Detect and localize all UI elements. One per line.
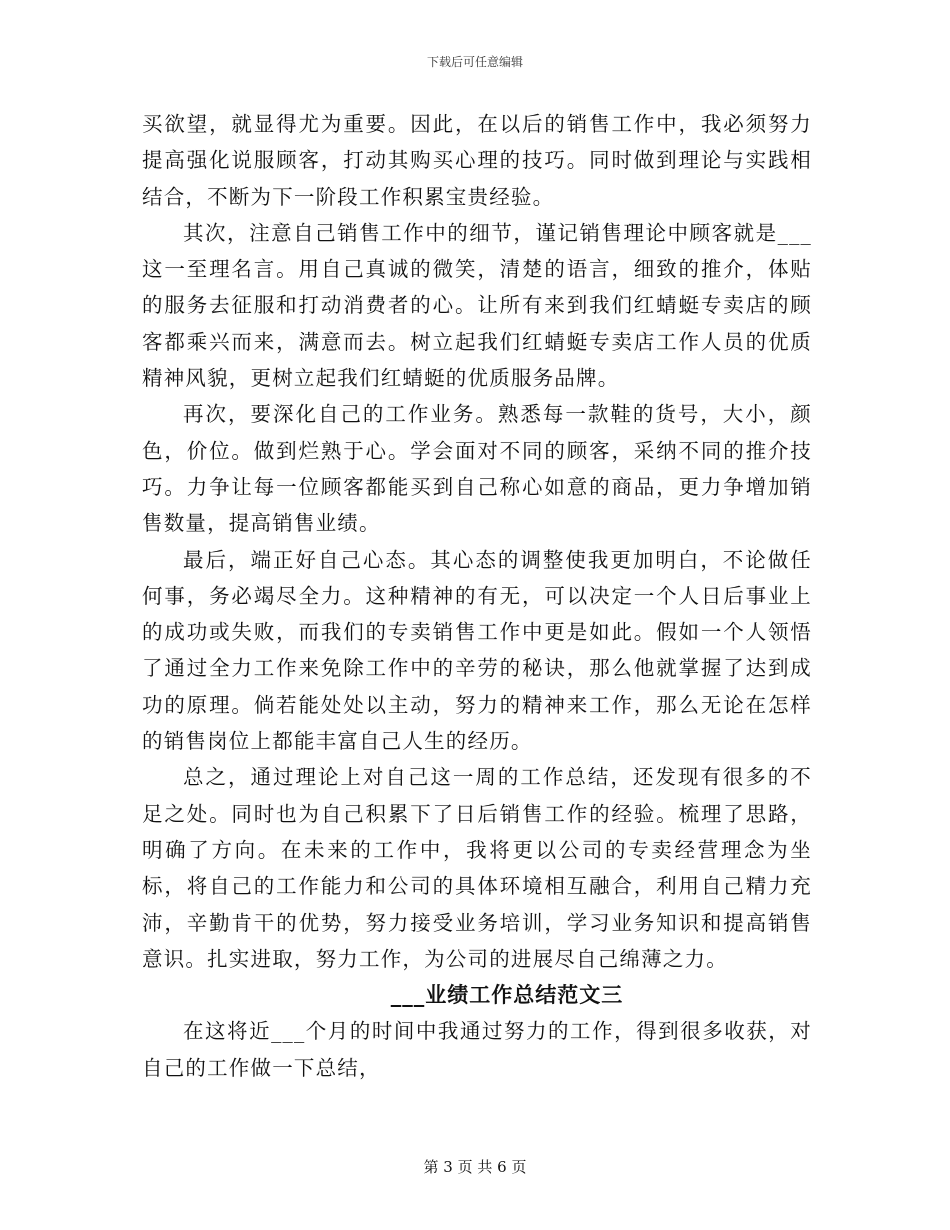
paragraph-continuation: 买欲望，就显得尤为重要。因此，在以后的销售工作中，我必须努力提高强化说服顾客，打动其购买心理的技巧。同时做到理论与实践相结合，不断为下一阶段工作积累宝贵经验。 — [142, 112, 812, 209]
paragraph-section-intro: 在这将近___个月的时间中我通过努力的工作，得到很多收获，对自己的工作做一下总结， — [142, 1019, 812, 1080]
section-title: ___业绩工作总结范文三 — [390, 982, 624, 1008]
page-header-note: 下载后可任意编辑 — [426, 55, 523, 69]
paragraph-third-point: 再次，要深化自己的工作业务。熟悉每一款鞋的货号，大小，颜色，价位。做到烂熟于心。学会面对不同的顾客，采纳不同的推介技巧。力争让每一位顾客都能买到自己称心如意的商品，更力争增加销售数量，提高销售业绩。 — [142, 402, 812, 536]
document-body — [142, 106, 812, 1086]
page-number: 第 3 页 共 6 页 — [423, 1158, 527, 1176]
paragraph-final-point: 最后，端正好自己心态。其心态的调整使我更加明白，不论做任何事，务必竭尽全力。这种精神的有无，可以决定一个人日后事业上的成功或失败，而我们的专卖销售工作中更是如此。假如一个人领悟了通过全力工作来免除工作中的辛劳的秘诀，那么他就掌握了达到成功的原理。倘若能处处以主动，努力的精神来工作，那么无论在怎样的销售岗位上都能丰富自己人生的经历。 — [142, 547, 812, 754]
paragraph-second-point: 其次，注意自己销售工作中的细节，谨记销售理论中顾客就是___这一至理名言。用自己真诚的微笑，清楚的语言，细致的推介，体贴的服务去征服和打动消费者的心。让所有来到我们红蜻蜓专卖店的顾客都乘兴而来，满意而去。树立起我们红蜻蜓专卖店工作人员的优质精神风貌，更树立起我们红蜻蜓的优质服务品牌。 — [142, 220, 812, 391]
paragraph-conclusion: 总之，通过理论上对自己这一周的工作总结，还发现有很多的不足之处。同时也为自己积累下了日后销售工作的经验。梳理了思路，明确了方向。在未来的工作中，我将更以公司的专卖经营理念为坐标，将自己的工作能力和公司的具体环境相互融合，利用自己精力充沛，辛勤肯干的优势，努力接受业务培训，学习业务知识和提高销售意识。扎实进取，努力工作，为公司的进展尽自己绵薄之力。 — [142, 765, 812, 971]
